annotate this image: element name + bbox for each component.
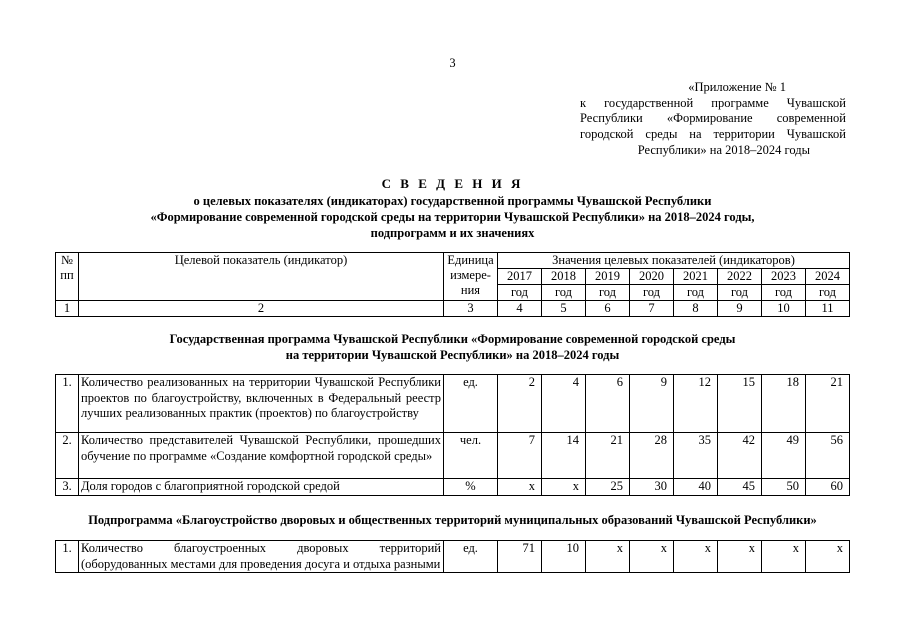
header-year-word: год [630,285,674,301]
appendix-line: Республики «Формирование современной [580,111,846,126]
row-unit: ед. [444,375,498,433]
row-indicator: Доля городов с благоприятной городской средой [79,479,444,496]
header-year: 2023 [762,269,806,285]
row-value: 28 [630,433,674,479]
section-title-line: на территории Чувашской Республики» на 2018–2024 годы [285,347,620,362]
row-indicator: Количество реализованных на территории Чувашской Республики проектов по благоустройству, включенных в Федеральный реестр лучших реализованных практик (проектов) по благоустройству [79,375,444,433]
row-value: 18 [762,375,806,433]
row-indicator: Количество представителей Чувашской Республики, прошедших обучение по программе «Создание комфортной городской среды» [79,433,444,479]
row-value: 15 [718,375,762,433]
row-value: 40 [674,479,718,496]
header-no: пп [60,268,74,282]
row-value: 45 [718,479,762,496]
row-value: 35 [674,433,718,479]
header-year-word: год [762,285,806,301]
row-value: 30 [630,479,674,496]
row-value: х [630,541,674,573]
header-year-word: год [586,285,630,301]
row-indicator: Количество благоустроенных дворовых территорий (оборудованных местами для проведения досуга и отдыха разными [79,541,444,573]
program-indicators-table [55,374,850,496]
row-value: 2 [498,375,542,433]
row-value: 12 [674,375,718,433]
subprogram-indicators-table [55,540,850,573]
appendix-line: к государственной программе Чувашской [580,95,846,110]
row-value: 6 [586,375,630,433]
appendix-line: Республики» на 2018–2024 годы [637,142,810,157]
row-value: 4 [542,375,586,433]
header-year-word: год [498,285,542,301]
column-number: 1 [56,301,79,317]
header-indicator: Целевой показатель (индикатор) [79,253,444,301]
page-number: 3 [449,56,456,70]
header-year: 2021 [674,269,718,285]
table-row [56,541,850,573]
row-value: х [674,541,718,573]
header-year-word: год [718,285,762,301]
section-title-program [40,332,865,363]
header-year: 2019 [586,269,630,285]
row-value: 10 [542,541,586,573]
document-heading [40,176,865,241]
header-year-word: год [542,285,586,301]
heading-subtitle: о целевых показателях (индикаторах) государственной программы Чувашской Республики [193,194,712,209]
header-values: Значения целевых показателей (индикаторов) [498,253,850,269]
header-year: 2022 [718,269,762,285]
indicators-header-table [55,252,850,317]
row-number: 1. [56,375,79,433]
table-row [56,433,850,479]
column-number: 5 [542,301,586,317]
column-number: 3 [444,301,498,317]
row-unit: % [444,479,498,496]
row-value: 60 [806,479,850,496]
header-no: № [61,253,73,267]
row-number: 1. [56,541,79,573]
header-year: 2018 [542,269,586,285]
column-number: 2 [79,301,444,317]
row-value: 49 [762,433,806,479]
table-row [56,479,850,496]
row-value: х [586,541,630,573]
column-number: 8 [674,301,718,317]
appendix-note [580,80,846,158]
row-value: 7 [498,433,542,479]
row-number: 3. [56,479,79,496]
row-value: 21 [586,433,630,479]
header-year: 2020 [630,269,674,285]
row-value: х [806,541,850,573]
column-number: 11 [806,301,850,317]
header-unit: ния [460,283,481,297]
row-value: х [762,541,806,573]
header-year: 2017 [498,269,542,285]
heading-subtitle: подпрограмм и их значениях [370,225,535,240]
column-number: 7 [630,301,674,317]
section-title-subprogram: Подпрограмма «Благоустройство дворовых и общественных территорий муниципальных образований Чувашской Республики» [88,513,817,527]
row-value: 56 [806,433,850,479]
header-year-word: год [674,285,718,301]
appendix-line: «Приложение № 1 [688,80,786,94]
row-value: 71 [498,541,542,573]
heading-subtitle: «Формирование современной городской среды на территории Чувашской Республики» на 2018–2024 годы, [150,209,755,224]
row-value: 50 [762,479,806,496]
header-unit: Единица [447,253,494,267]
row-value: 14 [542,433,586,479]
header-unit-cell [444,253,498,301]
header-year-word: год [806,285,850,301]
table-row [56,375,850,433]
header-no-cell [56,253,79,301]
header-unit: измере- [450,268,491,282]
row-number: 2. [56,433,79,479]
section-title-line: Государственная программа Чувашской Республики «Формирование современной городской среды [169,332,736,346]
appendix-line: городской среды на территории Чувашской [580,126,846,141]
row-unit: чел. [444,433,498,479]
column-number: 6 [586,301,630,317]
row-unit: ед. [444,541,498,573]
heading-title: С В Е Д Е Н И Я [381,176,524,191]
row-value: х [498,479,542,496]
row-value: х [542,479,586,496]
column-number: 10 [762,301,806,317]
row-value: х [718,541,762,573]
row-value: 25 [586,479,630,496]
row-value: 42 [718,433,762,479]
row-value: 9 [630,375,674,433]
column-number: 4 [498,301,542,317]
row-value: 21 [806,375,850,433]
column-number: 9 [718,301,762,317]
header-year: 2024 [806,269,850,285]
